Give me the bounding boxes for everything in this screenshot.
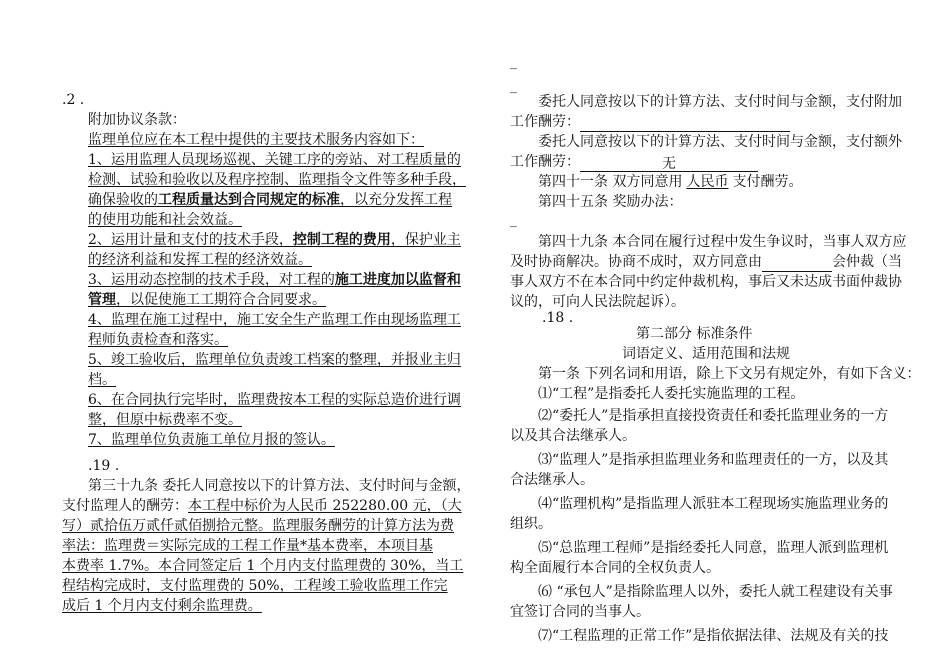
item4-line2: 程师负责检查和落实。 bbox=[88, 332, 228, 348]
art39-line4: 率法：监理费＝实际完成的工程工作量*基本费率，本项目基 bbox=[62, 538, 433, 554]
art39-line2-u: 本工程中标价为人民币 252280.00 元，（大 bbox=[188, 498, 462, 514]
def3-line2: 合法继承人。 bbox=[510, 472, 594, 488]
art39-line1: 第三十九条 委托人同意按以下的计算方法、支付时间与金额， bbox=[88, 478, 471, 494]
def2-line1: ⑵“委托人”是指承担直接投资责任和委托监理业务的一方 bbox=[538, 408, 889, 424]
art49-line3: 事人双方不在本合同中约定仲裁机构，事后又未达成书面仲裁协 bbox=[510, 274, 902, 290]
appendix-title: 附加协议条款： bbox=[88, 112, 186, 128]
item1-line3-a: 确保验收的 bbox=[88, 192, 158, 208]
art41 bbox=[538, 172, 802, 192]
art49-line4: 议的，可向人民法院起诉）。 bbox=[510, 294, 685, 310]
def7-line1: ⑺“工程监理的正常工作”是指依据法律、法规及有关的技 bbox=[538, 628, 889, 644]
item3-line1-bold: 施工进度加以监督和 bbox=[334, 272, 461, 288]
art39-line2 bbox=[62, 496, 462, 516]
def4-line1: ⑷“监理机构”是指监理人派驻本工程现场实施监理业务的 bbox=[538, 496, 889, 512]
art41-a: 第四十一条 双方同意用 bbox=[538, 174, 683, 190]
item7: 7、监理单位负责施工单位月报的签认。 bbox=[88, 432, 335, 448]
page-marker-19: .19 . bbox=[88, 458, 120, 474]
art39-line6: 程结构完成时，支付监理费的 50%，工程竣工验收监理工作完 bbox=[62, 578, 448, 594]
tech-intro: 监理单位应在本工程中提供的主要技术服务内容如下： bbox=[88, 132, 424, 148]
art39-line2-a: 支付监理人的酬劳： bbox=[62, 498, 188, 514]
extra-pay-1-label: 工作酬劳： bbox=[510, 114, 580, 130]
item4-line1: 4、监理在施工过程中，施工安全生产监理工作由现场监理工 bbox=[88, 312, 461, 328]
part2-title: 第二部分 标准条件 bbox=[636, 326, 753, 342]
extra-pay-2-label: 工作酬劳： bbox=[510, 154, 580, 170]
art41-b: 支付酬劳。 bbox=[732, 174, 803, 190]
art49-line1: 第四十九条 本合同在履行过程中发生争议时，当事人双方应 bbox=[538, 234, 907, 250]
part2-subtitle: 词语定义、适用范围和法规 bbox=[622, 346, 790, 362]
item3-line2-b: ，以促使施工工期符合合同要求。 bbox=[116, 292, 326, 308]
art49-line2 bbox=[510, 252, 902, 272]
def4-line2: 组织。 bbox=[510, 516, 552, 532]
dash-2: _ bbox=[510, 78, 517, 94]
page-marker-18: .18 . bbox=[542, 310, 574, 326]
extra-pay-2-value: 无 bbox=[580, 157, 758, 172]
extra-pay-1-blank bbox=[580, 117, 790, 132]
item1-line3 bbox=[88, 190, 452, 210]
def5-line2: 构全面履行本合同的全权负责人。 bbox=[510, 560, 720, 576]
arbitration-blank bbox=[762, 257, 832, 272]
item1-line1: 1、运用监理人员现场巡视、关键工序的旁站、对工程质量的 bbox=[88, 152, 461, 168]
item3-line2-bold: 管理 bbox=[88, 292, 116, 308]
dash-1: _ bbox=[510, 54, 517, 70]
item6-line1: 6、在合同执行完毕时，监理费按本工程的实际总造价进行调 bbox=[88, 392, 461, 408]
art1: 第一条 下列名词和用语，除上下文另有规定外，有如下含义： bbox=[538, 366, 921, 382]
def5-line1: ⑸“总监理工程师”是指经委托人同意，监理人派到监理机 bbox=[538, 540, 889, 556]
extra-pay-1-line1: 委托人同意按以下的计算方法、支付时间与金额，支付附加 bbox=[538, 94, 902, 110]
def6-line1: ⑹ “承包人”是指除监理人以外，委托人就工程建设有关事 bbox=[538, 584, 893, 600]
extra-pay-2-line2 bbox=[510, 152, 758, 172]
dash-3: _ bbox=[510, 212, 517, 228]
art39-line3: 写）贰拾伍万贰仟贰佰捌拾元整。监理服务酬劳的计算方法为费 bbox=[62, 518, 454, 534]
item5-line2: 档。 bbox=[88, 372, 116, 388]
item3-line2 bbox=[88, 290, 326, 310]
item1-line4: 的使用功能和社会效益。 bbox=[88, 212, 242, 228]
item3-line1-a: 3、运用动态控制的技术手段，对工程的 bbox=[88, 272, 335, 288]
item3-line1 bbox=[88, 270, 461, 290]
art39-line5: 本费率 1.7%。本合同签定后 1 个月内支付监理费的 30%，当工 bbox=[62, 558, 464, 574]
extra-pay-1-line2 bbox=[510, 112, 790, 132]
def1: ⑴“工程”是指委托人委托实施监理的工程。 bbox=[538, 386, 805, 402]
item6-line2: 整，但原中标费率不变。 bbox=[88, 412, 242, 428]
def6-line2: 宜签订合同的当事人。 bbox=[510, 604, 650, 620]
item2-line1 bbox=[88, 230, 461, 250]
item1-line3-bold: 工程质量达到合同规定的标准 bbox=[158, 192, 340, 208]
art39-line7: 成后 1 个月内支付剩余监理费。 bbox=[62, 598, 262, 614]
item5-line1: 5、竣工验收后，监理单位负责竣工档案的整理，并报业主归 bbox=[88, 352, 461, 368]
item2-line1-a: 2、运用计量和支付的技术手段， bbox=[88, 232, 293, 248]
def3-line1: ⑶“监理人”是指承担监理业务和监理责任的一方，以及其 bbox=[538, 452, 889, 468]
item1-line2: 检测、试验和验收以及程序控制、监理指令文件等多种手段， bbox=[88, 172, 466, 188]
item1-line3-c: ，以充分发挥工程 bbox=[340, 192, 452, 208]
item2-line1-bold: 控制工程的费用 bbox=[292, 232, 391, 248]
art41-currency: 人民币 bbox=[686, 174, 729, 190]
extra-pay-2-line1: 委托人同意按以下的计算方法、支付时间与金额，支付额外 bbox=[538, 134, 902, 150]
page-marker: .2 . bbox=[62, 92, 85, 108]
art45: 第四十五条 奖励办法： bbox=[538, 194, 683, 210]
item2-line2: 的经济利益和发挥工程的经济效益。 bbox=[88, 252, 312, 268]
def2-line2: 以及其合法继承人。 bbox=[510, 428, 636, 444]
art49-line2-a: 及时协商解决。协商不成时，双方同意由 bbox=[510, 254, 762, 270]
item2-line1-c: ，保护业主 bbox=[390, 232, 461, 248]
art49-line2-b: 会仲裁（当 bbox=[832, 254, 902, 270]
